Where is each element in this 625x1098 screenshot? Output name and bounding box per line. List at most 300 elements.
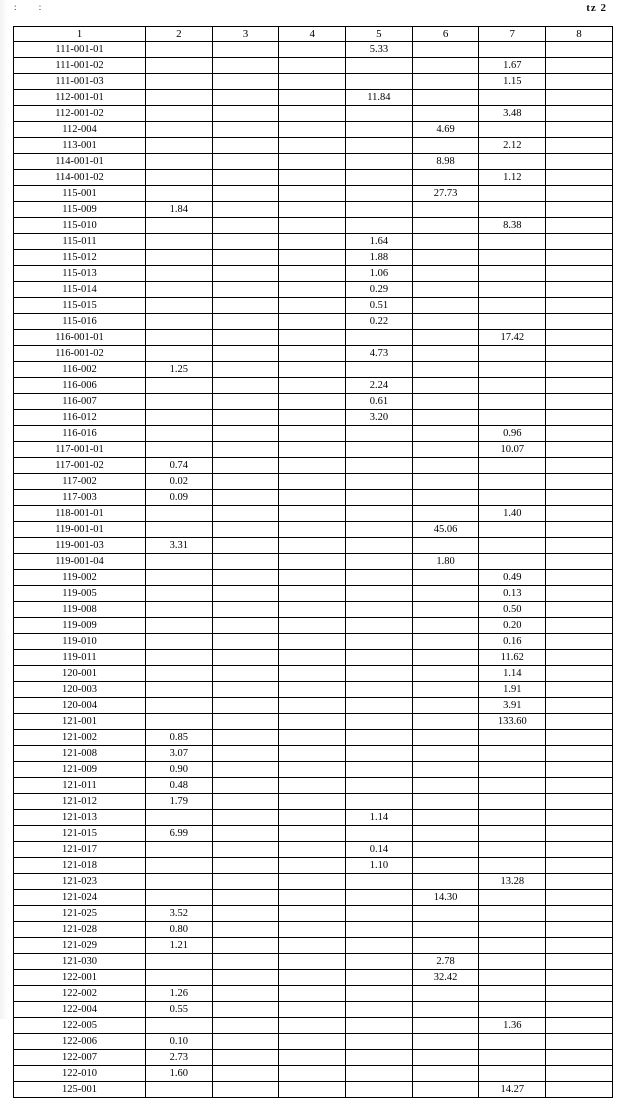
- table-row: [14, 74, 613, 90]
- table-cell: [279, 746, 346, 762]
- table-cell: [546, 298, 613, 314]
- row-label: 114-001-01: [14, 154, 146, 170]
- table-cell: [279, 378, 346, 394]
- table-row: [14, 90, 613, 106]
- table-row: [14, 378, 613, 394]
- table-cell: [346, 506, 413, 522]
- table-cell: [412, 106, 479, 122]
- table-cell: [479, 1034, 546, 1050]
- table-row: [14, 922, 613, 938]
- table-cell: [279, 442, 346, 458]
- table-cell: [146, 634, 213, 650]
- table-cell: [212, 58, 279, 74]
- table-cell: 1.91: [479, 682, 546, 698]
- table-cell: [146, 586, 213, 602]
- table-cell: [279, 634, 346, 650]
- table-cell: [546, 714, 613, 730]
- row-label: 116-001-01: [14, 330, 146, 346]
- table-row: [14, 490, 613, 506]
- table-cell: [546, 762, 613, 778]
- table-cell: 1.80: [412, 554, 479, 570]
- table-cell: [212, 154, 279, 170]
- table-row: [14, 586, 613, 602]
- table-cell: [546, 906, 613, 922]
- table-cell: [212, 618, 279, 634]
- row-label: 117-001-02: [14, 458, 146, 474]
- table-cell: [279, 586, 346, 602]
- table-cell: [146, 218, 213, 234]
- table-cell: [279, 1066, 346, 1082]
- table-cell: [346, 762, 413, 778]
- table-cell: [346, 826, 413, 842]
- table-cell: [546, 794, 613, 810]
- table-row: [14, 426, 613, 442]
- table-cell: [146, 394, 213, 410]
- row-label: 113-001: [14, 138, 146, 154]
- table-cell: [479, 90, 546, 106]
- table-cell: [212, 970, 279, 986]
- table-row: [14, 874, 613, 890]
- table-cell: [546, 170, 613, 186]
- table-cell: [412, 394, 479, 410]
- table-cell: [279, 1050, 346, 1066]
- table-cell: [212, 810, 279, 826]
- row-label: 120-003: [14, 682, 146, 698]
- table-cell: 1.10: [346, 858, 413, 874]
- table-row: [14, 154, 613, 170]
- table-cell: [212, 138, 279, 154]
- table-cell: [479, 842, 546, 858]
- table-cell: 32.42: [412, 970, 479, 986]
- table-cell: [546, 826, 613, 842]
- table-cell: 14.30: [412, 890, 479, 906]
- table-cell: [479, 826, 546, 842]
- table-cell: [212, 106, 279, 122]
- table-cell: [412, 266, 479, 282]
- table-cell: [346, 730, 413, 746]
- table-cell: [346, 74, 413, 90]
- table-cell: [146, 1018, 213, 1034]
- table-cell: 0.80: [146, 922, 213, 938]
- table-cell: [546, 74, 613, 90]
- table-cell: [146, 426, 213, 442]
- table-cell: [146, 186, 213, 202]
- column-header-1: 1: [14, 27, 146, 42]
- table-row: [14, 794, 613, 810]
- table-cell: [346, 58, 413, 74]
- table-cell: [412, 602, 479, 618]
- table-cell: [412, 666, 479, 682]
- row-label: 115-016: [14, 314, 146, 330]
- table-cell: [279, 202, 346, 218]
- table-cell: [479, 458, 546, 474]
- table-cell: [279, 794, 346, 810]
- row-label: 121-011: [14, 778, 146, 794]
- table-cell: [479, 202, 546, 218]
- table-cell: [212, 730, 279, 746]
- table-cell: [546, 730, 613, 746]
- table-cell: [412, 986, 479, 1002]
- table-cell: [412, 346, 479, 362]
- table-cell: [346, 586, 413, 602]
- table-cell: [346, 522, 413, 538]
- table-cell: [412, 858, 479, 874]
- table-cell: [279, 426, 346, 442]
- table-row: [14, 1034, 613, 1050]
- table-cell: [346, 442, 413, 458]
- table-cell: [546, 682, 613, 698]
- table-cell: [146, 266, 213, 282]
- table-cell: [212, 1082, 279, 1098]
- table-cell: [546, 106, 613, 122]
- page-edge-shading: [0, 0, 8, 1019]
- table-cell: [146, 970, 213, 986]
- table-cell: 6.99: [146, 826, 213, 842]
- row-label: 119-001-04: [14, 554, 146, 570]
- table-cell: 27.73: [412, 186, 479, 202]
- row-label: 112-004: [14, 122, 146, 138]
- table-cell: 45.06: [412, 522, 479, 538]
- table-row: [14, 522, 613, 538]
- table-cell: [546, 282, 613, 298]
- table-row: [14, 842, 613, 858]
- table-cell: [479, 778, 546, 794]
- table-cell: [279, 234, 346, 250]
- table-cell: [546, 874, 613, 890]
- row-label: 122-005: [14, 1018, 146, 1034]
- table-cell: [212, 826, 279, 842]
- row-label: 121-001: [14, 714, 146, 730]
- row-label: 121-009: [14, 762, 146, 778]
- table-row: [14, 1002, 613, 1018]
- table-cell: [412, 682, 479, 698]
- table-row: [14, 250, 613, 266]
- table-cell: [146, 506, 213, 522]
- table-cell: [412, 42, 479, 58]
- table-cell: [279, 506, 346, 522]
- table-cell: [279, 1034, 346, 1050]
- table-cell: [546, 522, 613, 538]
- table-cell: [546, 1082, 613, 1098]
- table-cell: [546, 362, 613, 378]
- table-cell: [146, 570, 213, 586]
- table-cell: [412, 618, 479, 634]
- table-cell: 0.55: [146, 1002, 213, 1018]
- table-cell: [279, 826, 346, 842]
- table-cell: [546, 154, 613, 170]
- table-cell: [212, 74, 279, 90]
- row-label: 119-010: [14, 634, 146, 650]
- table-cell: [412, 234, 479, 250]
- table-cell: 1.21: [146, 938, 213, 954]
- table-cell: [546, 42, 613, 58]
- table-cell: [479, 970, 546, 986]
- table-cell: [146, 282, 213, 298]
- table-cell: [212, 1050, 279, 1066]
- table-row: [14, 986, 613, 1002]
- table-cell: [412, 650, 479, 666]
- table-cell: [412, 218, 479, 234]
- table-cell: [279, 138, 346, 154]
- table-row: [14, 394, 613, 410]
- table-row: [14, 506, 613, 522]
- row-label: 121-030: [14, 954, 146, 970]
- table-cell: [146, 666, 213, 682]
- table-cell: [146, 954, 213, 970]
- table-cell: 1.15: [479, 74, 546, 90]
- table-cell: [346, 490, 413, 506]
- row-label: 115-011: [14, 234, 146, 250]
- table-cell: [146, 346, 213, 362]
- table-cell: [479, 1066, 546, 1082]
- table-row: [14, 170, 613, 186]
- table-cell: 1.26: [146, 986, 213, 1002]
- table-cell: [279, 682, 346, 698]
- table-cell: [412, 874, 479, 890]
- row-label: 111-001-03: [14, 74, 146, 90]
- table-cell: [346, 1050, 413, 1066]
- table-cell: [346, 538, 413, 554]
- table-row: [14, 298, 613, 314]
- table-cell: [279, 170, 346, 186]
- table-cell: [546, 1018, 613, 1034]
- table-row: [14, 826, 613, 842]
- corner-marks: : :: [14, 2, 52, 12]
- table-cell: 1.25: [146, 362, 213, 378]
- table-cell: [479, 906, 546, 922]
- table-cell: [479, 490, 546, 506]
- table-cell: [346, 954, 413, 970]
- row-label: 116-006: [14, 378, 146, 394]
- table-cell: [146, 442, 213, 458]
- row-label: 119-011: [14, 650, 146, 666]
- table-row: [14, 410, 613, 426]
- table-cell: [412, 794, 479, 810]
- table-cell: [212, 874, 279, 890]
- table-cell: [146, 42, 213, 58]
- table-cell: [212, 90, 279, 106]
- table-cell: [279, 458, 346, 474]
- row-label: 121-015: [14, 826, 146, 842]
- table-cell: [546, 394, 613, 410]
- row-label: 121-012: [14, 794, 146, 810]
- table-cell: [279, 90, 346, 106]
- table-cell: [346, 938, 413, 954]
- row-label: 111-001-01: [14, 42, 146, 58]
- table-cell: [279, 1002, 346, 1018]
- table-cell: [146, 698, 213, 714]
- table-cell: [279, 874, 346, 890]
- table-cell: [212, 314, 279, 330]
- table-cell: [346, 202, 413, 218]
- row-label: 112-001-01: [14, 90, 146, 106]
- table-cell: [146, 154, 213, 170]
- table-cell: [412, 282, 479, 298]
- table-cell: [479, 522, 546, 538]
- table-cell: [546, 938, 613, 954]
- row-label: 120-001: [14, 666, 146, 682]
- table-cell: [279, 650, 346, 666]
- table-cell: 11.84: [346, 90, 413, 106]
- table-cell: [546, 202, 613, 218]
- table-cell: 0.13: [479, 586, 546, 602]
- table-cell: [546, 650, 613, 666]
- table-cell: [546, 778, 613, 794]
- table-cell: [546, 58, 613, 74]
- table-cell: [412, 314, 479, 330]
- table-cell: [346, 618, 413, 634]
- table-cell: [412, 442, 479, 458]
- table-cell: 0.61: [346, 394, 413, 410]
- table-cell: [212, 410, 279, 426]
- table-cell: [412, 746, 479, 762]
- table-row: [14, 346, 613, 362]
- table-cell: [212, 42, 279, 58]
- table-cell: [479, 890, 546, 906]
- table-cell: [212, 714, 279, 730]
- column-header-6: 6: [412, 27, 479, 42]
- table-cell: [479, 282, 546, 298]
- table-cell: 17.42: [479, 330, 546, 346]
- table-row: [14, 234, 613, 250]
- table-cell: [546, 218, 613, 234]
- table-cell: [479, 378, 546, 394]
- table-cell: [212, 890, 279, 906]
- table-cell: [212, 1066, 279, 1082]
- table-cell: [346, 714, 413, 730]
- row-label: 121-023: [14, 874, 146, 890]
- table-cell: [212, 778, 279, 794]
- row-label: 115-010: [14, 218, 146, 234]
- table-cell: [212, 554, 279, 570]
- table-cell: [279, 1018, 346, 1034]
- table-cell: [412, 426, 479, 442]
- table-cell: 0.20: [479, 618, 546, 634]
- table-cell: 1.14: [346, 810, 413, 826]
- table-cell: [146, 298, 213, 314]
- table-cell: [546, 986, 613, 1002]
- table-cell: [279, 362, 346, 378]
- table-row: [14, 602, 613, 618]
- table-cell: [346, 458, 413, 474]
- table-row: [14, 138, 613, 154]
- table-cell: 0.16: [479, 634, 546, 650]
- row-label: 122-006: [14, 1034, 146, 1050]
- table-cell: [546, 90, 613, 106]
- column-header-5: 5: [346, 27, 413, 42]
- table-cell: [346, 874, 413, 890]
- row-label: 116-012: [14, 410, 146, 426]
- row-label: 125-001: [14, 1082, 146, 1098]
- table-cell: [479, 394, 546, 410]
- table-cell: [412, 538, 479, 554]
- table-cell: [212, 442, 279, 458]
- table-cell: [546, 122, 613, 138]
- table-cell: [546, 666, 613, 682]
- table-cell: [546, 442, 613, 458]
- table-cell: [146, 170, 213, 186]
- table-cell: 1.06: [346, 266, 413, 282]
- table-cell: [279, 122, 346, 138]
- table-cell: [412, 730, 479, 746]
- table-cell: [212, 186, 279, 202]
- table-cell: 0.85: [146, 730, 213, 746]
- table-row: [14, 810, 613, 826]
- row-label: 116-001-02: [14, 346, 146, 362]
- table-cell: [479, 554, 546, 570]
- table-row: [14, 1018, 613, 1034]
- table-cell: [146, 554, 213, 570]
- table-cell: [346, 186, 413, 202]
- table-cell: 8.38: [479, 218, 546, 234]
- table-cell: [346, 794, 413, 810]
- table-cell: [479, 762, 546, 778]
- table-cell: 3.07: [146, 746, 213, 762]
- table-row: [14, 282, 613, 298]
- table-cell: [479, 538, 546, 554]
- table-cell: [412, 330, 479, 346]
- table-cell: [146, 522, 213, 538]
- table-cell: [346, 682, 413, 698]
- table-cell: [279, 618, 346, 634]
- table-cell: [146, 650, 213, 666]
- table-cell: [346, 426, 413, 442]
- table-cell: [146, 410, 213, 426]
- table-cell: 0.51: [346, 298, 413, 314]
- table-cell: [479, 186, 546, 202]
- table-cell: [279, 762, 346, 778]
- table-cell: [279, 602, 346, 618]
- table-cell: [412, 634, 479, 650]
- row-label: 116-002: [14, 362, 146, 378]
- table-cell: 2.73: [146, 1050, 213, 1066]
- table-cell: [479, 938, 546, 954]
- table-cell: 0.49: [479, 570, 546, 586]
- table-row: [14, 554, 613, 570]
- table-cell: [412, 1002, 479, 1018]
- table-cell: [412, 570, 479, 586]
- table-cell: [279, 298, 346, 314]
- table-cell: [412, 506, 479, 522]
- table-cell: 1.14: [479, 666, 546, 682]
- table-cell: [479, 362, 546, 378]
- table-row: [14, 458, 613, 474]
- table-cell: [279, 1082, 346, 1098]
- table-cell: [346, 634, 413, 650]
- table-cell: [279, 346, 346, 362]
- table-cell: 4.69: [412, 122, 479, 138]
- table-cell: [146, 58, 213, 74]
- table-cell: [546, 410, 613, 426]
- table-cell: [212, 522, 279, 538]
- table-cell: [212, 346, 279, 362]
- table-cell: [412, 842, 479, 858]
- table-cell: [546, 474, 613, 490]
- row-label: 115-014: [14, 282, 146, 298]
- table-cell: [479, 474, 546, 490]
- table-cell: [212, 490, 279, 506]
- table-cell: [546, 554, 613, 570]
- table-cell: [479, 986, 546, 1002]
- table-cell: [279, 890, 346, 906]
- table-cell: [146, 618, 213, 634]
- table-cell: [279, 490, 346, 506]
- table-cell: [212, 586, 279, 602]
- table-cell: [412, 698, 479, 714]
- table-cell: [346, 1002, 413, 1018]
- table-cell: [546, 250, 613, 266]
- table-cell: [412, 410, 479, 426]
